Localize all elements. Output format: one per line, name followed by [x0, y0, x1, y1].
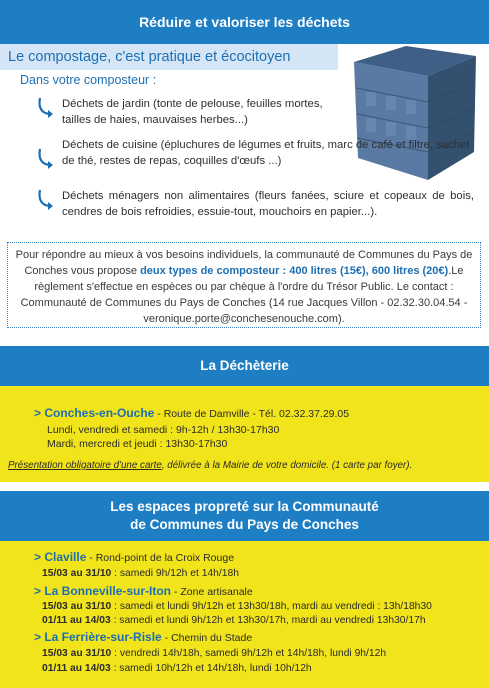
curved-arrow-icon: [36, 188, 54, 212]
schedule-line: [42, 648, 386, 659]
note-underlined: Présentation obligatoire d'une carte: [8, 460, 162, 471]
curved-arrow-icon: [36, 147, 54, 171]
section-header-dechets: [0, 0, 489, 44]
composteur-info-box: [7, 242, 481, 328]
hours: : samedi 10h/12h et 14h/18h, lundi 10h/12h: [110, 663, 312, 674]
hours: : samedi et lundi 9h/12h et 13h30/18h, mardi au vendredi : 13h/18h30: [111, 601, 432, 612]
section-header-espaces: [0, 491, 489, 541]
info-highlight: deux types de composteur : 400 litres (15€), 600 litres (20€): [140, 265, 449, 277]
schedule-line: [42, 615, 426, 626]
location-name: > Conches-en-Ouche: [34, 406, 155, 420]
espaces-panel: [0, 541, 489, 688]
place-desc: - Rond-point de la Croix Rouge: [86, 552, 235, 564]
place-name: > Claville: [34, 550, 87, 564]
info-text-1: Pour répondre au mieux à vos besoins individuels, la communauté de Communes du Pays de Conches vous propose: [15, 249, 473, 277]
note-rest: , délivrée à la Mairie de votre domicile. (1 carte par foyer).: [161, 460, 413, 471]
list-item: [36, 96, 476, 128]
item-text: Déchets de cuisine (épluchures de légumes et fruits, marc de café et filtre, sachet de thé, restes de repas, coquilles d'œufs ...): [62, 139, 470, 167]
item-text: Déchets ménagers non alimentaires (fleurs fanées, sciure et copeaux de bois, cendres de bois refroidies, essuie-tout, mouchoirs en papier...).: [62, 190, 474, 218]
section-title-line2: de Communes du Pays de Conches: [130, 517, 359, 532]
schedule-line: [42, 601, 432, 612]
section-title: Réduire et valoriser les déchets: [139, 14, 350, 30]
period: 15/03 au 31/10: [42, 568, 112, 579]
decheterie-panel: [0, 386, 489, 482]
item-text: Déchets de jardin (tonte de pelouse, feuilles mortes, tailles de haies, mauvaises herbes...): [62, 98, 323, 126]
info-text-2: .Le règlement s'effectue en espèces ou par chèque à l'ordre du Trésor Public. Le contact : Communauté de Communes du Pays de Conches (14 rue Jacques Villon - 02.32.30.04.54 - veronique.porte@conchesenouche.com).: [20, 265, 468, 325]
place-name: > La Ferrière-sur-Risle: [34, 630, 162, 644]
section-header-decheterie: [0, 346, 489, 386]
hours-line: Lundi, vendredi et samedi : 9h-12h / 13h30-17h30: [47, 424, 280, 436]
period: 01/11 au 14/03: [42, 615, 111, 626]
hours: : vendredi 14h/18h, samedi 9h/12h et 14h/18h, lundi 9h/12h: [111, 648, 387, 659]
hours-line: Mardi, mercredi et jeudi : 13h30-17h30: [47, 438, 228, 450]
schedule-line: [42, 663, 312, 674]
section-title-line1: Les espaces propreté sur la Communauté: [110, 499, 379, 514]
card-note: [8, 460, 412, 471]
list-item: [36, 188, 476, 220]
curved-arrow-icon: [36, 96, 54, 120]
section-title: La Déchèterie: [200, 358, 289, 373]
period: 15/03 au 31/10: [42, 648, 112, 659]
place-desc: - Chemin du Stade: [161, 632, 253, 644]
subtitle-compostage: Le compostage, c'est pratique et écocitoyen: [0, 44, 338, 70]
location-address: - Route de Damville - Tél. 02.32.37.29.05: [154, 408, 350, 420]
intro-label: Dans votre composteur :: [20, 73, 157, 87]
period: 01/11 au 14/03: [42, 663, 111, 674]
place-name: > La Bonneville-sur-Iton: [34, 584, 172, 598]
decheterie-location: [34, 406, 349, 420]
place-header: [34, 630, 252, 644]
period: 15/03 au 31/10: [42, 601, 112, 612]
list-item: [36, 137, 476, 169]
hours: : samedi et lundi 9h/12h et 13h30/17h, mardi au vendredi 13h30/17h: [110, 615, 426, 626]
hours: : samedi 9h/12h et 14h/18h: [111, 568, 239, 579]
place-header: [34, 550, 234, 564]
place-header: [34, 584, 253, 598]
place-desc: - Zone artisanale: [171, 586, 253, 598]
schedule-line: [42, 568, 239, 579]
